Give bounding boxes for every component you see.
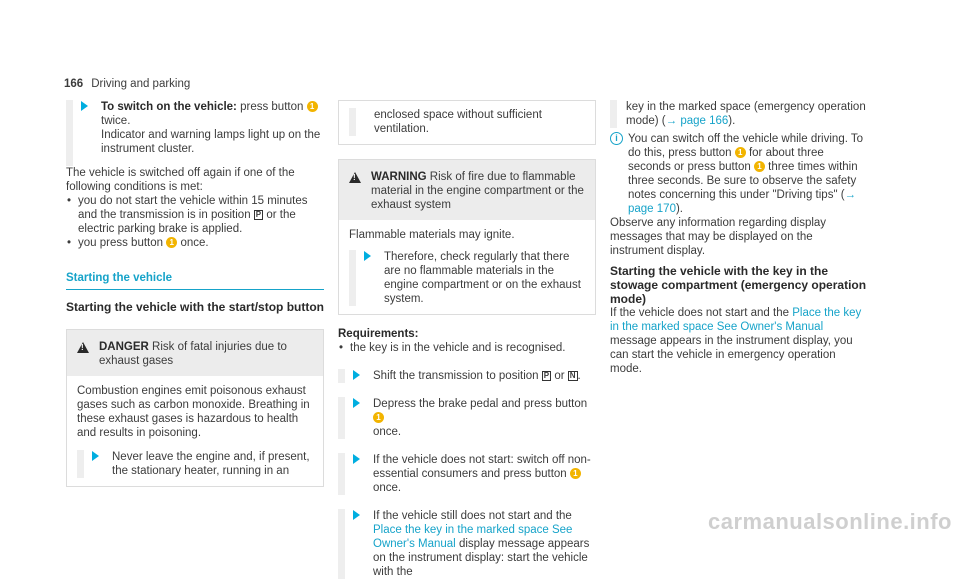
danger-body: [67, 376, 323, 486]
info-text-c: three times within three seconds. Be sure to observe the safety notes concerning this under "Driving tips" (: [628, 161, 858, 201]
step-bar: [66, 100, 73, 166]
step-arrow-icon: [353, 454, 360, 464]
warning-box: [338, 159, 596, 315]
step-bar: [338, 453, 345, 495]
page-header: [64, 77, 190, 91]
danger-step: [77, 450, 313, 478]
page-section-title: Driving and parking: [91, 78, 191, 90]
condition-list: [66, 194, 324, 250]
section-link-container: [66, 271, 324, 290]
button-1-icon: 1: [735, 147, 746, 158]
column-2: [338, 100, 596, 579]
step-continued: [610, 100, 868, 128]
page-ref-link[interactable]: → page 170: [628, 189, 857, 215]
button-1-icon: 1: [373, 412, 384, 423]
step-text: [373, 453, 596, 495]
danger-box-continued: [338, 100, 596, 145]
step-bar: [610, 100, 617, 128]
list-item: [66, 194, 324, 236]
list-item: • the key is in the vehicle and is recognised.: [338, 341, 596, 355]
step-text: Never leave the engine and, if present, the stationary heater, running in an: [112, 451, 310, 477]
step-arrow-icon: [353, 398, 360, 408]
bullet-text: you press button: [78, 237, 164, 249]
step-text: [373, 397, 596, 439]
step-text: [626, 100, 868, 128]
bullet-text: or the electric parking brake is applied.: [78, 209, 296, 235]
emergency-text-b: message appears in the instrument display, you can start the vehicle in emergency operation mode.: [610, 335, 853, 375]
step-text-or: or: [554, 370, 565, 382]
step-arrow-icon: [353, 510, 360, 520]
step-arrow-icon: [353, 370, 360, 380]
step-text-a: If the vehicle still does not start and the: [373, 510, 572, 522]
info-note: [610, 132, 868, 216]
requirements-heading: Requirements:: [338, 328, 419, 340]
warning-step: [349, 250, 585, 306]
step-text-a: Shift the transmission to position: [373, 370, 539, 382]
step-text-a: key in the marked space (emergency operation mode) (: [626, 101, 866, 127]
step-text-a: If the vehicle does not start: switch off non-essential consumers and press button: [373, 454, 591, 480]
step-bar: [338, 397, 345, 439]
column-3: [610, 100, 868, 376]
button-1-icon: 1: [754, 161, 765, 172]
display-messages-paragraph: Observe any information regarding display messages that may be displayed on the instrument display.: [610, 217, 827, 257]
step-text: [373, 509, 596, 579]
warning-label: WARNING: [371, 171, 427, 183]
bullet-text: you do not start the vehicle within 15 minutes and the transmission is in position: [78, 195, 308, 221]
step-arrow-icon: [364, 251, 371, 261]
step-shift: [338, 369, 596, 383]
step-text-a: press button: [240, 101, 304, 113]
button-1-icon: 1: [570, 468, 581, 479]
list-item: [66, 236, 324, 250]
bullet-text: once.: [180, 237, 209, 249]
info-text-a: You can switch off the vehicle while driving. To do this, press button: [628, 133, 864, 159]
place-key-message-link[interactable]: Place the key in the marked space See Owner's Manual: [373, 524, 573, 550]
switch-off-paragraph: The vehicle is switched off again if one of the following conditions is met:: [66, 167, 295, 193]
warning-description: Flammable materials may ignite.: [349, 229, 515, 241]
warning-body: [339, 220, 595, 314]
step-text-b: twice.: [101, 115, 131, 127]
warning-text: Risk of fire due to flammable material in the engine compartment or the exhaust system: [371, 171, 584, 211]
step-depress: [338, 397, 596, 439]
gear-p-icon: P: [255, 210, 262, 219]
emergency-heading: Starting the vehicle with the key in the stowage compartment (emergency operation mode): [610, 264, 867, 306]
step-bar: [338, 509, 345, 579]
step-text: [101, 100, 324, 156]
step-text-b: once.: [373, 426, 402, 438]
step-bar: [349, 250, 356, 306]
step-text-b: display message appears on the instrument display: start the vehicle with the: [373, 538, 590, 578]
warning-header: [339, 160, 595, 220]
step-not-start: [338, 453, 596, 495]
emergency-text-a: If the vehicle does not start and the: [610, 307, 790, 319]
step-text: Therefore, check regularly that there are no flammable materials in the engine compartment or on the exhaust system.: [384, 251, 581, 305]
step-lead: To switch on the vehicle:: [101, 101, 237, 113]
step-text-a: Depress the brake pedal and press button: [373, 398, 588, 410]
page-ref-link[interactable]: → page 166: [665, 115, 729, 127]
step-text-b: once.: [373, 482, 402, 494]
info-text-b: for about three seconds or press button: [628, 147, 824, 173]
step-arrow-icon: [92, 451, 99, 461]
step-bar: [349, 108, 356, 136]
starting-vehicle-link[interactable]: Starting the vehicle: [66, 272, 173, 284]
gear-p-icon: P: [543, 371, 550, 380]
step-bar: [77, 450, 84, 478]
danger-label: DANGER: [99, 341, 149, 353]
danger-text: Risk of fatal injuries due to exhaust gases: [99, 341, 287, 367]
step-text: enclosed space without sufficient ventilation.: [374, 109, 542, 135]
warning-triangle-icon: [77, 342, 89, 353]
warning-triangle-icon: [349, 172, 361, 183]
step-arrow-icon: [81, 101, 88, 111]
page-number: 166: [64, 78, 84, 90]
step-text-b: ).: [728, 115, 736, 127]
watermark: carmanualsonline.info: [708, 509, 952, 534]
button-1-icon: 1: [166, 237, 177, 248]
button-1-icon: 1: [307, 101, 318, 112]
danger-step-continued: [349, 108, 585, 136]
danger-box: [66, 329, 324, 487]
column-1: [66, 100, 324, 487]
requirements-list: [338, 341, 596, 355]
danger-header: [67, 330, 323, 376]
step-bar: [338, 369, 345, 383]
step-still-not-start: [338, 509, 596, 579]
section-heading: Starting the vehicle with the start/stop button: [66, 300, 325, 314]
step-text: Shift the transmission to position P or N .: [373, 370, 581, 382]
info-icon: i: [610, 132, 623, 145]
place-key-message-link[interactable]: Place the key in the marked space See Owner's Manual: [610, 307, 862, 333]
emergency-paragraph: [610, 306, 868, 376]
info-text-d: ).: [675, 203, 683, 215]
step-switch-on: [66, 100, 324, 166]
step-text-c: Indicator and warning lamps light up on the instrument cluster.: [101, 129, 321, 155]
gear-n-icon: N: [569, 371, 576, 380]
danger-description: Combustion engines emit poisonous exhaust gases such as carbon monoxide. Breathing in these exhaust gases is hazardous to health and results in poisoning.: [77, 385, 310, 439]
